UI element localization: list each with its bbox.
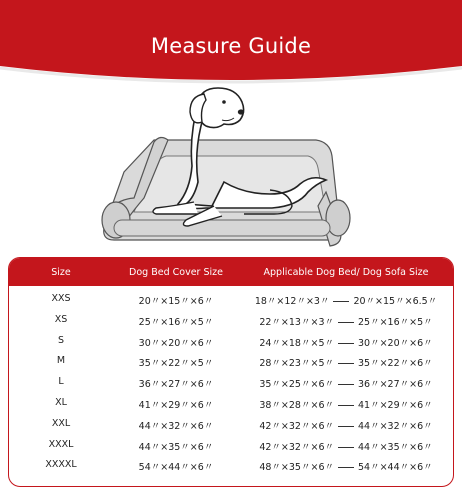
size-cell: XS: [54, 313, 68, 325]
size-table: [8, 257, 454, 487]
table-row: [9, 397, 453, 418]
applicable-from: 24〃×18〃×5〃: [259, 337, 334, 349]
table-row: [9, 459, 453, 480]
table-row: [9, 376, 453, 397]
page-title: Measure Guide: [150, 34, 312, 58]
applicable-from: 22〃×13〃×3〃: [259, 316, 334, 328]
applicable-from: 18〃×12〃×3〃: [254, 296, 330, 307]
range-dash: [338, 363, 354, 364]
applicable-size-cell: [239, 314, 453, 328]
range-dash: [338, 343, 354, 344]
table-row: [9, 293, 453, 314]
applicable-size-cell: [239, 439, 453, 453]
size-cell: XXL: [51, 417, 71, 429]
applicable-to: 41〃×29〃×6〃: [358, 400, 433, 411]
cover-size-cell: 44〃×32〃×6〃: [138, 420, 214, 432]
table-row: [9, 418, 453, 439]
size-cell: XXXL: [48, 438, 74, 450]
cover-size-cell: 44〃×35〃×6〃: [138, 441, 214, 453]
applicable-size-cell: [239, 355, 453, 369]
header-cover-size: Dog Bed Cover Size: [129, 267, 223, 278]
table-row: [9, 335, 453, 356]
size-cell: XXS: [51, 293, 71, 304]
range-dash: [333, 301, 349, 302]
cover-size-cell: 35〃×22〃×5〃: [138, 358, 214, 370]
applicable-size-cell: [239, 459, 453, 473]
applicable-size-cell: [239, 397, 453, 411]
range-dash: [338, 405, 354, 406]
header-applicable-size: Applicable Dog Bed/ Dog Sofa Size: [263, 267, 429, 278]
applicable-to: 30〃×20〃×6〃: [358, 337, 433, 349]
range-dash: [338, 467, 354, 468]
cover-size-cell: 25〃×16〃×5〃: [138, 316, 214, 328]
applicable-size-cell: [239, 376, 453, 390]
range-dash: [338, 447, 354, 448]
size-cell: M: [56, 355, 66, 367]
applicable-size-cell: [239, 293, 453, 307]
cover-size-cell: 54〃×44〃×6〃: [138, 462, 214, 474]
range-dash: [338, 322, 354, 323]
applicable-to: 20〃×15〃×6.5〃: [353, 296, 438, 307]
applicable-to: 36〃×27〃×6〃: [358, 379, 433, 391]
size-cell: XXXXL: [45, 459, 77, 471]
applicable-to: 35〃×22〃×6〃: [358, 358, 433, 370]
header-banner: [0, 0, 462, 90]
size-cell: XL: [55, 397, 67, 408]
range-dash: [338, 384, 354, 385]
applicable-size-cell: [239, 418, 453, 432]
applicable-to: 44〃×32〃×6〃: [358, 420, 433, 432]
applicable-from: 42〃×32〃×6〃: [259, 441, 334, 453]
applicable-to: 25〃×16〃×5〃: [358, 316, 433, 328]
applicable-to: 54〃×44〃×6〃: [358, 462, 433, 474]
applicable-from: 42〃×32〃×6〃: [259, 420, 334, 432]
applicable-from: 48〃×35〃×6〃: [259, 462, 334, 474]
cover-size-cell: 41〃×29〃×6〃: [138, 400, 214, 411]
cover-size-cell: 30〃×20〃×6〃: [138, 337, 214, 349]
range-dash: [338, 426, 354, 427]
cover-size-cell: 20〃×15〃×6〃: [138, 296, 214, 307]
size-cell: L: [58, 376, 64, 388]
table-row: [9, 314, 453, 335]
table-header: [9, 258, 453, 286]
table-row: [9, 439, 453, 460]
applicable-from: 28〃×23〃×5〃: [259, 358, 334, 370]
dog-on-bed-icon: [94, 82, 354, 256]
cover-size-cell: 36〃×27〃×6〃: [138, 379, 214, 391]
size-cell: S: [57, 334, 65, 346]
applicable-size-cell: [239, 335, 453, 349]
applicable-from: 35〃×25〃×6〃: [259, 379, 334, 391]
applicable-to: 44〃×35〃×6〃: [358, 441, 433, 453]
header-size: Size: [51, 267, 71, 278]
table-row: [9, 355, 453, 376]
applicable-from: 38〃×28〃×6〃: [259, 400, 334, 411]
